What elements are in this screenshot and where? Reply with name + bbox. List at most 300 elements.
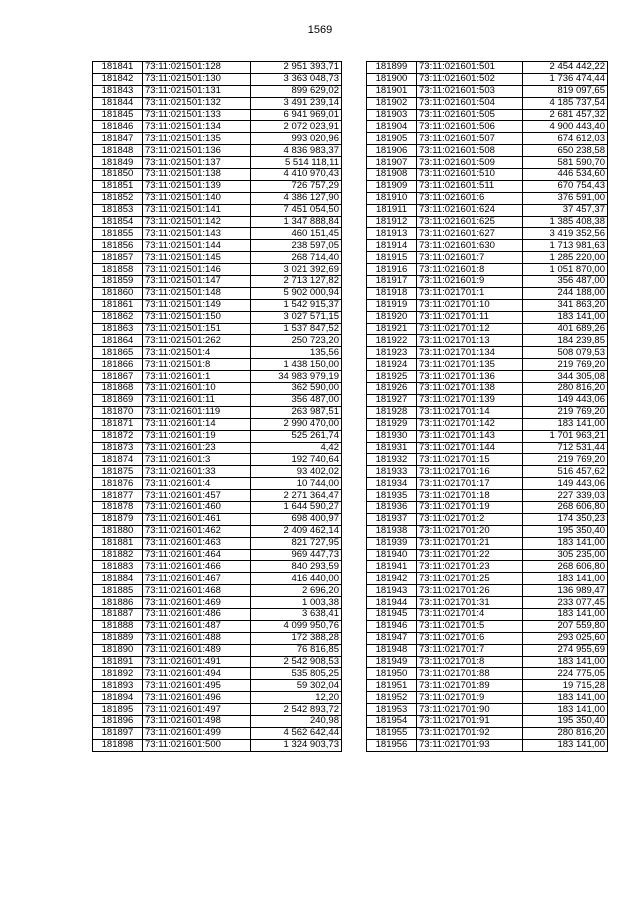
row-number-cell: 181910: [367, 192, 417, 204]
table-row: [93, 442, 342, 454]
row-number-cell: 181886: [93, 597, 143, 609]
value-cell: 174 350,23: [523, 513, 608, 525]
table-row: [367, 513, 608, 525]
table-row: [93, 537, 342, 549]
cadastral-number-cell: 73:11:021601:462: [143, 525, 251, 537]
value-cell: 1 324 903,73: [251, 739, 342, 751]
value-cell: 1 438 150,00: [251, 359, 342, 371]
value-cell: 227 339,03: [523, 490, 608, 502]
table-row: [93, 299, 342, 311]
value-cell: 184 239,85: [523, 335, 608, 347]
value-cell: 650 238,58: [523, 145, 608, 157]
row-number-cell: 181952: [367, 692, 417, 704]
row-number-cell: 181888: [93, 620, 143, 632]
row-number-cell: 181941: [367, 561, 417, 573]
cadastral-number-cell: 73:11:021701:23: [417, 561, 523, 573]
value-cell: 698 400,97: [251, 513, 342, 525]
table-row: [93, 323, 342, 335]
value-cell: 135,56: [251, 347, 342, 359]
row-number-cell: 181948: [367, 644, 417, 656]
table-row: [367, 73, 608, 85]
row-number-cell: 181868: [93, 383, 143, 395]
cadastral-number-cell: 73:11:021501:133: [143, 109, 251, 121]
table-row: [367, 216, 608, 228]
value-cell: 401 689,26: [523, 323, 608, 335]
cadastral-number-cell: 73:11:021701:16: [417, 466, 523, 478]
value-cell: 2 990 470,00: [251, 418, 342, 430]
cadastral-number-cell: 73:11:021501:8: [143, 359, 251, 371]
table-row: [93, 276, 342, 288]
value-cell: 821 727,95: [251, 537, 342, 549]
table-row: [367, 466, 608, 478]
table-row: [93, 490, 342, 502]
cadastral-number-cell: 73:11:021601:506: [417, 121, 523, 133]
value-cell: 670 754,43: [523, 180, 608, 192]
row-number-cell: 181895: [93, 704, 143, 716]
value-cell: 219 769,20: [523, 454, 608, 466]
row-number-cell: 181862: [93, 311, 143, 323]
table-row: [367, 180, 608, 192]
cadastral-number-cell: 73:11:021601:511: [417, 180, 523, 192]
table-row: [93, 145, 342, 157]
row-number-cell: 181928: [367, 406, 417, 418]
cadastral-number-cell: 73:11:021701:4: [417, 608, 523, 620]
row-number-cell: 181939: [367, 537, 417, 549]
row-number-cell: 181885: [93, 585, 143, 597]
row-number-cell: 181938: [367, 525, 417, 537]
table-row: [367, 668, 608, 680]
value-cell: 1 713 981,63: [523, 240, 608, 252]
table-row: [367, 680, 608, 692]
cadastral-number-cell: 73:11:021501:132: [143, 97, 251, 109]
row-number-cell: 181841: [93, 62, 143, 74]
cadastral-number-cell: 73:11:021601:495: [143, 680, 251, 692]
table-row: [367, 608, 608, 620]
value-cell: 268 714,40: [251, 252, 342, 264]
cadastral-number-cell: 73:11:021601:488: [143, 632, 251, 644]
table-row: [367, 704, 608, 716]
row-number-cell: 181944: [367, 597, 417, 609]
value-cell: 1 385 408,38: [523, 216, 608, 228]
row-number-cell: 181873: [93, 442, 143, 454]
value-cell: 993 020,96: [251, 133, 342, 145]
table-row: [367, 549, 608, 561]
row-number-cell: 181851: [93, 180, 143, 192]
row-number-cell: 181869: [93, 394, 143, 406]
row-number-cell: 181859: [93, 276, 143, 288]
value-cell: 1 285 220,00: [523, 252, 608, 264]
cadastral-number-cell: 73:11:021501:144: [143, 240, 251, 252]
table-row: [93, 121, 342, 133]
row-number-cell: 181935: [367, 490, 417, 502]
cadastral-number-cell: 73:11:021501:151: [143, 323, 251, 335]
value-cell: 1 347 888,84: [251, 216, 342, 228]
row-number-cell: 181849: [93, 157, 143, 169]
row-number-cell: 181883: [93, 561, 143, 573]
cadastral-number-cell: 73:11:021501:147: [143, 276, 251, 288]
row-number-cell: 181936: [367, 501, 417, 513]
cadastral-number-cell: 73:11:021701:20: [417, 525, 523, 537]
table-row: [367, 418, 608, 430]
row-number-cell: 181843: [93, 85, 143, 97]
row-number-cell: 181904: [367, 121, 417, 133]
table-row: [93, 680, 342, 692]
row-number-cell: 181898: [93, 739, 143, 751]
value-cell: 3 491 239,14: [251, 97, 342, 109]
value-cell: 34 983 979,19: [251, 371, 342, 383]
table-row: [93, 715, 342, 727]
table-row: [93, 157, 342, 169]
row-number-cell: 181912: [367, 216, 417, 228]
table-row: [93, 620, 342, 632]
value-cell: 1 736 474,44: [523, 73, 608, 85]
row-number-cell: 181905: [367, 133, 417, 145]
cadastral-number-cell: 73:11:021601:4: [143, 478, 251, 490]
table-row: [93, 513, 342, 525]
table-row: [93, 585, 342, 597]
row-number-cell: 181858: [93, 264, 143, 276]
table-row: [93, 169, 342, 181]
cadastral-number-cell: 73:11:021701:93: [417, 739, 523, 751]
value-cell: 293 025,60: [523, 632, 608, 644]
row-number-cell: 181901: [367, 85, 417, 97]
cadastral-number-cell: 73:11:021601:504: [417, 97, 523, 109]
cadastral-number-cell: 73:11:021601:505: [417, 109, 523, 121]
table-row: [93, 561, 342, 573]
table-row: [367, 371, 608, 383]
value-cell: 19 715,28: [523, 680, 608, 692]
cadastral-number-cell: 73:11:021601:509: [417, 157, 523, 169]
cadastral-number-cell: 73:11:021601:10: [143, 383, 251, 395]
cadastral-number-cell: 73:11:021501:150: [143, 311, 251, 323]
value-cell: 4 099 950,76: [251, 620, 342, 632]
cadastral-number-cell: 73:11:021601:19: [143, 430, 251, 442]
value-cell: 250 723,20: [251, 335, 342, 347]
row-number-cell: 181902: [367, 97, 417, 109]
row-number-cell: 181897: [93, 727, 143, 739]
value-cell: 899 629,02: [251, 85, 342, 97]
cadastral-number-cell: 73:11:021601:464: [143, 549, 251, 561]
table-row: [93, 216, 342, 228]
value-cell: 341 863,20: [523, 299, 608, 311]
value-cell: 1 051 870,00: [523, 264, 608, 276]
table-row: [93, 347, 342, 359]
table-row: [93, 573, 342, 585]
cadastral-number-cell: 73:11:021601:500: [143, 739, 251, 751]
value-cell: 183 141,00: [523, 692, 608, 704]
table-row: [93, 525, 342, 537]
row-number-cell: 181853: [93, 204, 143, 216]
value-cell: 183 141,00: [523, 656, 608, 668]
page-number: 1569: [307, 24, 333, 36]
value-cell: 280 816,20: [523, 727, 608, 739]
table-row: [367, 739, 608, 751]
cadastral-number-cell: 73:11:021701:92: [417, 727, 523, 739]
table-row: [93, 668, 342, 680]
row-number-cell: 181866: [93, 359, 143, 371]
row-number-cell: 181889: [93, 632, 143, 644]
row-number-cell: 181893: [93, 680, 143, 692]
value-cell: 3 363 048,73: [251, 73, 342, 85]
cadastral-number-cell: 73:11:021501:4: [143, 347, 251, 359]
value-cell: 516 457,62: [523, 466, 608, 478]
row-number-cell: 181931: [367, 442, 417, 454]
row-number-cell: 181955: [367, 727, 417, 739]
table-row: [93, 478, 342, 490]
row-number-cell: 181871: [93, 418, 143, 430]
right-table-body: [367, 62, 608, 752]
cadastral-number-cell: 73:11:021601:486: [143, 608, 251, 620]
table-row: [367, 121, 608, 133]
cadastral-number-cell: 73:11:021701:8: [417, 656, 523, 668]
value-cell: 5 902 000,94: [251, 287, 342, 299]
cadastral-number-cell: 73:11:021601:7: [417, 252, 523, 264]
row-number-cell: 181855: [93, 228, 143, 240]
row-number-cell: 181919: [367, 299, 417, 311]
table-row: [93, 371, 342, 383]
left-register-table: [92, 61, 342, 752]
row-number-cell: 181945: [367, 608, 417, 620]
table-row: [367, 97, 608, 109]
cadastral-number-cell: 73:11:021701:135: [417, 359, 523, 371]
row-number-cell: 181860: [93, 287, 143, 299]
row-number-cell: 181890: [93, 644, 143, 656]
value-cell: 192 740,64: [251, 454, 342, 466]
table-row: [367, 109, 608, 121]
row-number-cell: 181884: [93, 573, 143, 585]
cadastral-number-cell: 73:11:021501:137: [143, 157, 251, 169]
value-cell: 3 419 352,56: [523, 228, 608, 240]
value-cell: 2 072 023,91: [251, 121, 342, 133]
value-cell: 149 443,06: [523, 478, 608, 490]
cadastral-number-cell: 73:11:021601:496: [143, 692, 251, 704]
value-cell: 344 305,08: [523, 371, 608, 383]
row-number-cell: 181922: [367, 335, 417, 347]
cadastral-number-cell: 73:11:021701:18: [417, 490, 523, 502]
value-cell: 4,42: [251, 442, 342, 454]
cadastral-number-cell: 73:11:021701:10: [417, 299, 523, 311]
table-row: [367, 430, 608, 442]
cadastral-number-cell: 73:11:021601:463: [143, 537, 251, 549]
table-row: [93, 466, 342, 478]
value-cell: 356 487,00: [251, 394, 342, 406]
table-row: [367, 347, 608, 359]
table-row: [93, 133, 342, 145]
row-number-cell: 181915: [367, 252, 417, 264]
cadastral-number-cell: 73:11:021701:89: [417, 680, 523, 692]
row-number-cell: 181947: [367, 632, 417, 644]
cadastral-number-cell: 73:11:021701:31: [417, 597, 523, 609]
cadastral-number-cell: 73:11:021601:498: [143, 715, 251, 727]
value-cell: 76 816,85: [251, 644, 342, 656]
row-number-cell: 181844: [93, 97, 143, 109]
value-cell: 1 537 847,52: [251, 323, 342, 335]
cadastral-number-cell: 73:11:021501:136: [143, 145, 251, 157]
row-number-cell: 181956: [367, 739, 417, 751]
row-number-cell: 181864: [93, 335, 143, 347]
value-cell: 280 816,20: [523, 383, 608, 395]
cadastral-number-cell: 73:11:021601:507: [417, 133, 523, 145]
table-row: [93, 656, 342, 668]
table-row: [93, 739, 342, 751]
row-number-cell: 181894: [93, 692, 143, 704]
value-cell: 4 836 983,37: [251, 145, 342, 157]
table-row: [367, 85, 608, 97]
table-row: [367, 442, 608, 454]
row-number-cell: 181848: [93, 145, 143, 157]
value-cell: 195 350,40: [523, 525, 608, 537]
row-number-cell: 181865: [93, 347, 143, 359]
table-row: [93, 418, 342, 430]
table-row: [93, 632, 342, 644]
table-row: [93, 240, 342, 252]
value-cell: 149 443,06: [523, 394, 608, 406]
cadastral-number-cell: 73:11:021701:17: [417, 478, 523, 490]
row-number-cell: 181946: [367, 620, 417, 632]
cadastral-number-cell: 73:11:021701:22: [417, 549, 523, 561]
table-row: [367, 478, 608, 490]
value-cell: 183 141,00: [523, 739, 608, 751]
table-row: [93, 549, 342, 561]
value-cell: 10 744,00: [251, 478, 342, 490]
value-cell: 969 447,73: [251, 549, 342, 561]
value-cell: 93 402,02: [251, 466, 342, 478]
value-cell: 1 003,38: [251, 597, 342, 609]
row-number-cell: 181867: [93, 371, 143, 383]
cadastral-number-cell: 73:11:021601:497: [143, 704, 251, 716]
row-number-cell: 181880: [93, 525, 143, 537]
cadastral-number-cell: 73:11:021501:145: [143, 252, 251, 264]
row-number-cell: 181918: [367, 287, 417, 299]
cadastral-number-cell: 73:11:021501:141: [143, 204, 251, 216]
table-row: [93, 454, 342, 466]
row-number-cell: 181954: [367, 715, 417, 727]
row-number-cell: 181930: [367, 430, 417, 442]
value-cell: 136 989,47: [523, 585, 608, 597]
value-cell: 7 451 054,50: [251, 204, 342, 216]
value-cell: 263 987,51: [251, 406, 342, 418]
row-number-cell: 181876: [93, 478, 143, 490]
value-cell: 416 440,00: [251, 573, 342, 585]
table-row: [93, 252, 342, 264]
cadastral-number-cell: 73:11:021501:138: [143, 169, 251, 181]
table-row: [367, 406, 608, 418]
row-number-cell: 181924: [367, 359, 417, 371]
cadastral-number-cell: 73:11:021601:499: [143, 727, 251, 739]
table-row: [367, 157, 608, 169]
cadastral-number-cell: 73:11:021701:2: [417, 513, 523, 525]
row-number-cell: 181917: [367, 276, 417, 288]
table-row: [367, 585, 608, 597]
value-cell: 183 141,00: [523, 704, 608, 716]
cadastral-number-cell: 73:11:021701:134: [417, 347, 523, 359]
value-cell: 535 805,25: [251, 668, 342, 680]
table-row: [367, 490, 608, 502]
value-cell: 183 141,00: [523, 537, 608, 549]
value-cell: 840 293,59: [251, 561, 342, 573]
row-number-cell: 181913: [367, 228, 417, 240]
table-row: [93, 394, 342, 406]
table-row: [367, 359, 608, 371]
row-number-cell: 181908: [367, 169, 417, 181]
value-cell: 525 261,74: [251, 430, 342, 442]
cadastral-number-cell: 73:11:021701:21: [417, 537, 523, 549]
value-cell: 2 542 893,72: [251, 704, 342, 716]
cadastral-number-cell: 73:11:021601:9: [417, 276, 523, 288]
value-cell: 460 151,45: [251, 228, 342, 240]
row-number-cell: 181887: [93, 608, 143, 620]
row-number-cell: 181950: [367, 668, 417, 680]
cadastral-number-cell: 73:11:021601:487: [143, 620, 251, 632]
cadastral-number-cell: 73:11:021701:136: [417, 371, 523, 383]
cadastral-number-cell: 73:11:021701:9: [417, 692, 523, 704]
cadastral-number-cell: 73:11:021701:15: [417, 454, 523, 466]
value-cell: 12,20: [251, 692, 342, 704]
row-number-cell: 181907: [367, 157, 417, 169]
cadastral-number-cell: 73:11:021701:14: [417, 406, 523, 418]
value-cell: 356 487,00: [523, 276, 608, 288]
right-register-table: [366, 61, 608, 752]
cadastral-number-cell: 73:11:021601:630: [417, 240, 523, 252]
value-cell: 3 638,41: [251, 608, 342, 620]
table-row: [93, 228, 342, 240]
value-cell: 1 542 915,37: [251, 299, 342, 311]
value-cell: 1 644 590,27: [251, 501, 342, 513]
value-cell: 274 955,69: [523, 644, 608, 656]
cadastral-number-cell: 73:11:021601:491: [143, 656, 251, 668]
row-number-cell: 181891: [93, 656, 143, 668]
value-cell: 268 606,80: [523, 561, 608, 573]
cadastral-number-cell: 73:11:021601:466: [143, 561, 251, 573]
cadastral-number-cell: 73:11:021601:494: [143, 668, 251, 680]
value-cell: 5 514 118,11: [251, 157, 342, 169]
row-number-cell: 181882: [93, 549, 143, 561]
row-number-cell: 181953: [367, 704, 417, 716]
cadastral-number-cell: 73:11:021501:139: [143, 180, 251, 192]
cadastral-number-cell: 73:11:021501:134: [143, 121, 251, 133]
value-cell: 233 077,45: [523, 597, 608, 609]
cadastral-number-cell: 73:11:021701:7: [417, 644, 523, 656]
value-cell: 3 021 392,69: [251, 264, 342, 276]
row-number-cell: 181911: [367, 204, 417, 216]
cadastral-number-cell: 73:11:021601:468: [143, 585, 251, 597]
row-number-cell: 181881: [93, 537, 143, 549]
table-row: [93, 501, 342, 513]
cadastral-number-cell: 73:11:021501:146: [143, 264, 251, 276]
row-number-cell: 181949: [367, 656, 417, 668]
cadastral-number-cell: 73:11:021601:467: [143, 573, 251, 585]
value-cell: 508 079,53: [523, 347, 608, 359]
row-number-cell: 181906: [367, 145, 417, 157]
value-cell: 6 941 969,01: [251, 109, 342, 121]
cadastral-number-cell: 73:11:021701:139: [417, 394, 523, 406]
cadastral-number-cell: 73:11:021601:11: [143, 394, 251, 406]
value-cell: 4 185 737,54: [523, 97, 608, 109]
value-cell: 183 141,00: [523, 573, 608, 585]
cadastral-number-cell: 73:11:021701:26: [417, 585, 523, 597]
row-number-cell: 181861: [93, 299, 143, 311]
row-number-cell: 181899: [367, 62, 417, 74]
value-cell: 219 769,20: [523, 406, 608, 418]
table-row: [367, 145, 608, 157]
table-row: [367, 299, 608, 311]
cadastral-number-cell: 73:11:021601:510: [417, 169, 523, 181]
table-row: [367, 311, 608, 323]
row-number-cell: 181842: [93, 73, 143, 85]
value-cell: 2 454 442,22: [523, 62, 608, 74]
table-row: [93, 692, 342, 704]
row-number-cell: 181846: [93, 121, 143, 133]
